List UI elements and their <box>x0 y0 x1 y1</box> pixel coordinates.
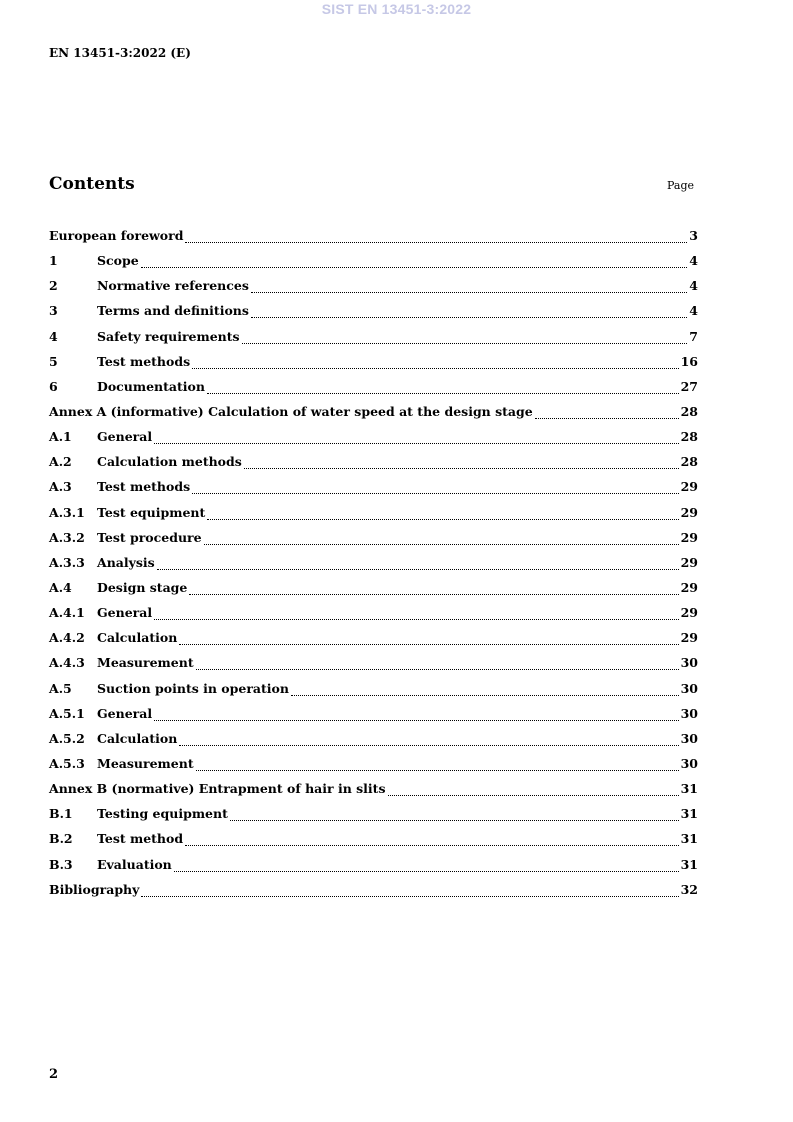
toc-entry[interactable] <box>49 826 698 851</box>
toc-entry[interactable] <box>49 852 698 877</box>
table-of-contents <box>49 223 698 902</box>
toc-entry-number: A.3 <box>49 479 72 495</box>
toc-entry[interactable] <box>49 751 698 776</box>
toc-entry-page: 31 <box>680 831 698 847</box>
toc-entry-page: 4 <box>689 278 698 294</box>
toc-entry-page: 31 <box>680 856 698 872</box>
toc-entry-page: 30 <box>680 680 698 696</box>
toc-entry-page: 32 <box>680 881 698 897</box>
toc-entry-page: 30 <box>680 730 698 746</box>
toc-entry[interactable] <box>49 424 698 449</box>
toc-entry-number: 3 <box>49 303 58 319</box>
toc-entry-number: A.4.1 <box>49 605 85 621</box>
toc-dot-leader <box>157 559 679 570</box>
toc-entry-page: 30 <box>680 756 698 772</box>
toc-dot-leader <box>251 307 687 318</box>
toc-entry-title: Test procedure <box>97 529 202 545</box>
toc-dot-leader <box>535 408 679 419</box>
toc-entry[interactable] <box>49 223 698 248</box>
toc-entry-page: 29 <box>680 529 698 545</box>
toc-entry[interactable] <box>49 298 698 323</box>
toc-dot-leader <box>174 861 679 872</box>
toc-dot-leader <box>154 609 678 620</box>
toc-dot-leader <box>192 483 678 494</box>
toc-entry[interactable] <box>49 877 698 902</box>
toc-entry-page: 29 <box>680 554 698 570</box>
contents-title: Contents <box>49 174 135 194</box>
toc-dot-leader <box>291 685 679 696</box>
toc-entry-page: 29 <box>680 630 698 646</box>
toc-entry-number: A.3.3 <box>49 554 85 570</box>
toc-entry-title: Design stage <box>97 580 188 596</box>
toc-dot-leader <box>207 383 679 394</box>
toc-entry-page: 28 <box>680 404 698 420</box>
toc-dot-leader <box>251 282 687 293</box>
toc-entry[interactable] <box>49 500 698 525</box>
toc-dot-leader <box>154 433 678 444</box>
toc-entry-title: Scope <box>97 253 139 269</box>
toc-entry-number: A.4.2 <box>49 630 85 646</box>
toc-entry[interactable] <box>49 248 698 273</box>
toc-entry-page: 29 <box>680 504 698 520</box>
toc-entry[interactable] <box>49 399 698 424</box>
toc-entry-title: Suction points in operation <box>97 680 289 696</box>
toc-entry[interactable] <box>49 550 698 575</box>
toc-dot-leader <box>179 634 678 645</box>
toc-entry[interactable] <box>49 324 698 349</box>
toc-entry-title: Testing equipment <box>97 806 228 822</box>
toc-dot-leader <box>141 886 678 897</box>
toc-entry-number: A.3.1 <box>49 504 85 520</box>
toc-dot-leader <box>189 584 678 595</box>
toc-entry-page: 3 <box>689 228 698 244</box>
toc-entry-title: European foreword <box>49 228 184 244</box>
toc-entry-title: Annex A (informative) Calculation of water speed at the design stage <box>49 404 533 420</box>
toc-entry-page: 7 <box>689 328 698 344</box>
toc-entry-number: 4 <box>49 328 58 344</box>
toc-dot-leader <box>154 710 678 721</box>
toc-dot-leader <box>388 785 679 796</box>
toc-dot-leader <box>179 735 678 746</box>
toc-entry-title: Test methods <box>97 479 191 495</box>
watermark: SIST EN 13451-3:2022 <box>321 1 472 17</box>
toc-entry[interactable] <box>49 525 698 550</box>
toc-entry-page: 30 <box>680 655 698 671</box>
toc-entry-title: Evaluation <box>97 856 172 872</box>
toc-entry-number: 1 <box>49 253 58 269</box>
toc-entry-title: Bibliography <box>49 881 140 897</box>
toc-dot-leader <box>207 509 678 520</box>
toc-entry[interactable] <box>49 625 698 650</box>
toc-entry-page: 28 <box>680 454 698 470</box>
page-number: 2 <box>49 1067 59 1082</box>
toc-entry-page: 4 <box>689 253 698 269</box>
toc-entry[interactable] <box>49 374 698 399</box>
document-id: EN 13451-3:2022 (E) <box>49 46 191 60</box>
toc-entry-page: 31 <box>680 806 698 822</box>
toc-entry-title: Terms and definitions <box>97 303 249 319</box>
toc-entry-number: A.2 <box>49 454 72 470</box>
toc-entry-number: A.1 <box>49 429 72 445</box>
toc-entry-title: Measurement <box>97 756 194 772</box>
toc-entry[interactable] <box>49 575 698 600</box>
toc-entry-page: 4 <box>689 303 698 319</box>
toc-entry-title: Measurement <box>97 655 194 671</box>
toc-entry-title: Calculation <box>97 730 178 746</box>
toc-entry[interactable] <box>49 650 698 675</box>
toc-entry-page: 27 <box>680 378 698 394</box>
toc-entry-title: Test method <box>97 831 184 847</box>
toc-entry[interactable] <box>49 726 698 751</box>
toc-entry-page: 29 <box>680 580 698 596</box>
toc-entry-title: General <box>97 429 153 445</box>
toc-entry-number: A.4 <box>49 580 72 596</box>
toc-entry-title: General <box>97 705 153 721</box>
toc-entry-number: A.5.2 <box>49 730 85 746</box>
toc-entry-number: A.5.1 <box>49 705 85 721</box>
toc-entry[interactable] <box>49 273 698 298</box>
toc-entry-title: Calculation methods <box>97 454 242 470</box>
toc-dot-leader <box>242 333 688 344</box>
toc-entry-title: Documentation <box>97 378 205 394</box>
toc-dot-leader <box>230 810 679 821</box>
toc-dot-leader <box>192 358 678 369</box>
toc-entry-number: B.1 <box>49 806 73 822</box>
toc-entry-title: Normative references <box>97 278 249 294</box>
toc-dot-leader <box>196 659 679 670</box>
toc-entry-title: Test equipment <box>97 504 206 520</box>
toc-dot-leader <box>141 257 688 268</box>
toc-entry[interactable] <box>49 449 698 474</box>
toc-entry-number: A.3.2 <box>49 529 85 545</box>
page-column-label: Page <box>667 179 695 192</box>
toc-entry-page: 28 <box>680 429 698 445</box>
toc-entry-title: Annex B (normative) Entrapment of hair in slits <box>49 781 386 797</box>
toc-entry-number: 6 <box>49 378 58 394</box>
toc-entry-page: 29 <box>680 479 698 495</box>
toc-entry[interactable] <box>49 600 698 625</box>
toc-dot-leader <box>185 835 678 846</box>
toc-dot-leader <box>196 760 679 771</box>
toc-entry[interactable] <box>49 676 698 701</box>
toc-entry[interactable] <box>49 349 698 374</box>
toc-entry-title: Safety requirements <box>97 328 240 344</box>
toc-entry-title: General <box>97 605 153 621</box>
toc-entry-title: Test methods <box>97 353 191 369</box>
toc-entry-page: 31 <box>680 781 698 797</box>
toc-entry-number: A.4.3 <box>49 655 85 671</box>
toc-entry[interactable] <box>49 474 698 499</box>
toc-entry[interactable] <box>49 776 698 801</box>
toc-entry[interactable] <box>49 801 698 826</box>
toc-entry-number: 5 <box>49 353 58 369</box>
toc-entry-page: 29 <box>680 605 698 621</box>
toc-entry-title: Calculation <box>97 630 178 646</box>
toc-entry-number: B.3 <box>49 856 73 872</box>
toc-entry-number: A.5 <box>49 680 72 696</box>
toc-dot-leader <box>244 458 679 469</box>
toc-entry[interactable] <box>49 701 698 726</box>
toc-entry-number: 2 <box>49 278 58 294</box>
toc-dot-leader <box>204 534 679 545</box>
toc-entry-title: Analysis <box>97 554 155 570</box>
toc-entry-number: A.5.3 <box>49 756 85 772</box>
toc-entry-page: 30 <box>680 705 698 721</box>
toc-entry-page: 16 <box>680 353 698 369</box>
toc-dot-leader <box>185 232 687 243</box>
toc-entry-number: B.2 <box>49 831 73 847</box>
